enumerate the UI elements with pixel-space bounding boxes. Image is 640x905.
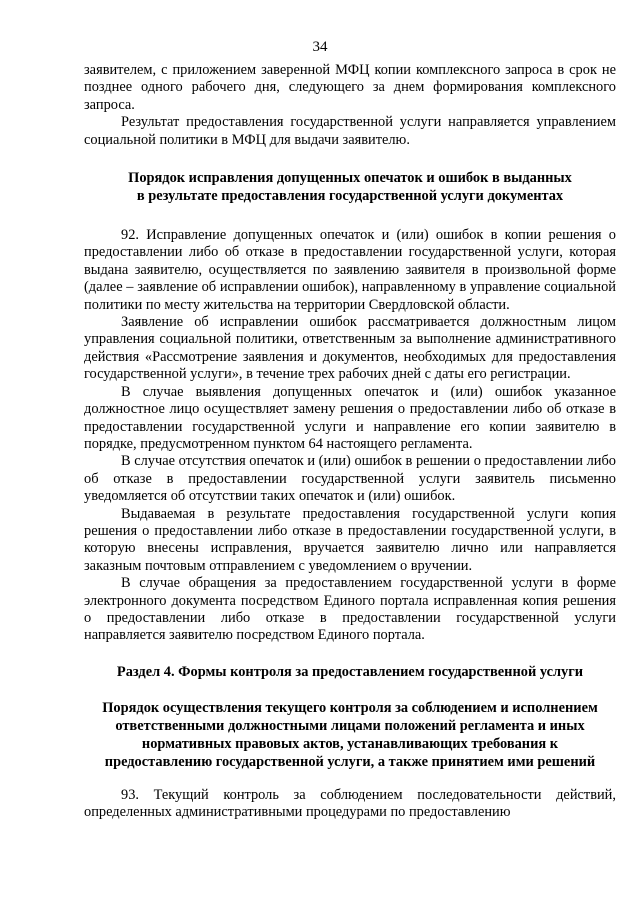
heading-line: Порядок исправления допущенных опечаток и ошибок в выданных: [128, 170, 572, 187]
heading-line: предоставлению государственной услуги, а также принятием ими решений: [104, 753, 596, 770]
paragraph: В случае обращения за предоставлением государственной услуги в форме электронного документа посредством Единого портала исправленная копия решения о предоставлении либо отказе в предоставлении государственной услуги направляется заявителю посредством Единого портала.: [84, 575, 616, 644]
page-number: 34: [312, 39, 328, 55]
heading-line: Порядок осуществления текущего контроля за соблюдением и исполнением: [102, 699, 598, 716]
paragraph-93: 93. Текущий контроль за соблюдением последовательности действий, определенных административными процедурами по предоставлению: [84, 786, 616, 821]
paragraph-result: Результат предоставления государственной услуги направляется управлением социальной политики в МФЦ для выдачи заявителю.: [84, 114, 616, 148]
heading-line: ответственными должностными лицами положений регламента и иных: [115, 717, 585, 734]
paragraph: В случае отсутствия опечаток и (или) ошибок в решении о предоставлении либо об отказе в предоставлении государственной услуги заявитель письменно уведомляется об отсутствии таких опечаток и (или) ошибок.: [84, 453, 616, 505]
paragraph: В случае выявления допущенных опечаток и (или) ошибок указанное должностное лицо осуществляет замену решения о предоставлении либо об отказе в предоставлении государственной услуги и направление его копии заявителю в порядке, предусмотренном пунктом 64 настоящего регламента.: [84, 383, 616, 452]
page-content: [84, 62, 616, 822]
heading-line: в результате предоставления государственной услуги документах: [136, 188, 564, 205]
section-heading: Раздел 4. Формы контроля за предоставлением государственной услуги: [116, 663, 584, 680]
paragraph: Заявление об исправлении ошибок рассматривается должностным лицом управления социальной политики, ответственным за выполнение административного действия «Рассмотрение заявления и документов, необходимых для предоставления государственной услуги», в течение трех рабочих дней с даты его регистрации.: [84, 314, 616, 383]
paragraph: Выдаваемая в результате предоставления государственной услуги копия решения о предоставлении либо отказе в предоставлении государственной услуги, в которую внесены исправления, вручается заявителю лично или направляется заказным почтовым отправлением с уведомлением о вручении.: [84, 505, 616, 574]
paragraph-continuation: заявителем, с приложением заверенной МФЦ копии комплексного запроса в срок не позднее одного рабочего дня, следующего за днем формирования комплексного запроса.: [84, 62, 616, 113]
paragraph-92: 92. Исправление допущенных опечаток и (или) ошибок в копии решения о предоставлении либо об отказе в предоставлении государственной услуги, которая выдана заявителю, осуществляется по заявлению заявителя в произвольной форме (далее – заявление об исправлении ошибок), направленному в управление социальной политики по месту жительства на территории Свердловской области.: [84, 227, 616, 313]
heading-control: [72, 699, 628, 771]
heading-line: нормативных правовых актов, устанавливающих требования к: [141, 735, 559, 752]
heading-correction: [84, 169, 616, 205]
